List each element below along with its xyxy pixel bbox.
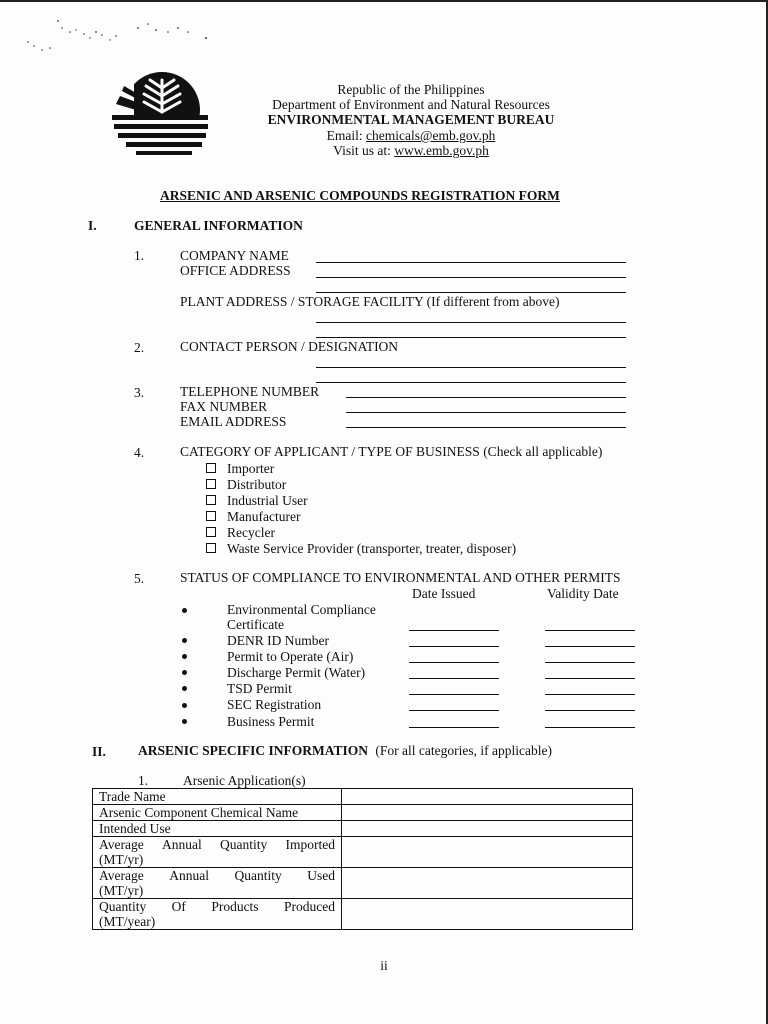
checkbox-icon[interactable] <box>206 479 216 489</box>
bullet-icon <box>182 670 187 675</box>
category-option-industrial-user[interactable] <box>206 493 308 509</box>
category-option-label: Manufacturer <box>227 509 301 524</box>
quantity-used-label: Average Annual Quantity Used (MT/yr) <box>93 868 342 899</box>
permit-business-label: Business Permit <box>227 714 315 729</box>
table-row <box>93 837 633 868</box>
header-email-line <box>206 128 616 144</box>
header-bureau: ENVIRONMENTAL MANAGEMENT BUREAU <box>267 112 555 127</box>
page-number: ii <box>380 958 388 973</box>
water-date-issued-field[interactable] <box>409 678 499 679</box>
header-email-label: Email: <box>326 128 367 143</box>
office-address-field-2[interactable] <box>316 292 626 293</box>
intended-use-label: Intended Use <box>93 821 342 837</box>
permit-denr-label: DENR ID Number <box>227 633 329 648</box>
trade-name-label: Trade Name <box>93 789 342 805</box>
category-option-manufacturer[interactable] <box>206 509 300 525</box>
telephone-field[interactable] <box>346 397 626 398</box>
table-row <box>93 821 633 837</box>
quantity-imported-cell[interactable] <box>342 837 633 868</box>
arsenic-application-table <box>92 788 633 930</box>
category-option-label: Waste Service Provider (transporter, treater, disposer) <box>227 541 517 556</box>
category-option-waste-service[interactable] <box>206 541 516 557</box>
trade-name-cell[interactable] <box>342 789 633 805</box>
bullet-icon <box>182 686 187 691</box>
contact-person-field[interactable] <box>316 367 626 368</box>
plant-address-field-2[interactable] <box>316 337 626 338</box>
business-validity-field[interactable] <box>545 727 635 728</box>
permit-ecc-label: Environmental Compliance <box>227 602 376 617</box>
category-label: CATEGORY OF APPLICANT / TYPE OF BUSINESS (Check all applicable) <box>180 444 603 459</box>
office-address-label: OFFICE ADDRESS <box>180 263 291 278</box>
email-label: EMAIL ADDRESS <box>180 414 287 429</box>
section2-heading <box>138 743 552 759</box>
air-date-issued-field[interactable] <box>409 662 499 663</box>
air-validity-field[interactable] <box>545 662 635 663</box>
permit-tsd-label: TSD Permit <box>227 681 292 696</box>
header-department: Department of Environment and Natural Resources <box>272 97 550 112</box>
email-field[interactable] <box>346 427 626 428</box>
section1-number: I. <box>88 218 97 233</box>
checkbox-icon[interactable] <box>206 543 216 553</box>
plant-address-label: PLANT ADDRESS / STORAGE FACILITY (If different from above) <box>180 294 560 309</box>
emb-logo <box>110 72 210 162</box>
contact-person-field-2[interactable] <box>316 382 626 383</box>
quantity-produced-cell[interactable] <box>342 899 633 930</box>
item5-number: 5. <box>134 571 145 586</box>
checkbox-icon[interactable] <box>206 495 216 505</box>
category-option-distributor[interactable] <box>206 477 286 493</box>
section2-title: ARSENIC SPECIFIC INFORMATION <box>138 743 369 758</box>
section1-title: GENERAL INFORMATION <box>134 218 303 233</box>
quantity-used-cell[interactable] <box>342 868 633 899</box>
arsenic-application-number: 1. <box>138 773 149 788</box>
header-website-line <box>206 143 616 159</box>
sec-date-issued-field[interactable] <box>409 710 499 711</box>
header-republic: Republic of the Philippines <box>337 82 485 97</box>
fax-field[interactable] <box>346 412 626 413</box>
form-title: ARSENIC AND ARSENIC COMPOUNDS REGISTRATION FORM <box>160 188 560 203</box>
table-row <box>93 899 633 930</box>
bullet-icon <box>182 608 187 613</box>
validity-date-header: Validity Date <box>547 586 619 601</box>
category-option-label: Importer <box>227 461 275 476</box>
table-row <box>93 868 633 899</box>
header-website-link[interactable]: www.emb.gov.ph <box>394 143 489 158</box>
permit-water-label: Discharge Permit (Water) <box>227 665 366 680</box>
plant-address-field[interactable] <box>316 322 626 323</box>
section2-number: II. <box>92 744 106 759</box>
bullet-icon <box>182 719 187 724</box>
category-option-label: Industrial User <box>227 493 308 508</box>
bullet-icon <box>182 703 187 708</box>
bullet-icon <box>182 654 187 659</box>
table-row <box>93 805 633 821</box>
ecc-date-issued-field[interactable] <box>409 630 499 631</box>
header-website-label: Visit us at: <box>333 143 395 158</box>
category-option-importer[interactable] <box>206 461 274 477</box>
denr-date-issued-field[interactable] <box>409 646 499 647</box>
permit-sec-label: SEC Registration <box>227 697 322 712</box>
sec-validity-field[interactable] <box>545 710 635 711</box>
office-address-field[interactable] <box>316 277 626 278</box>
checkbox-icon[interactable] <box>206 511 216 521</box>
scan-specks <box>18 18 218 62</box>
scan-top-edge <box>0 0 768 2</box>
permit-ecc-label-cont: Certificate <box>227 617 284 632</box>
tsd-validity-field[interactable] <box>545 694 635 695</box>
checkbox-icon[interactable] <box>206 463 216 473</box>
date-issued-header: Date Issued <box>412 586 476 601</box>
company-name-field[interactable] <box>316 262 626 263</box>
intended-use-cell[interactable] <box>342 821 633 837</box>
section2-note: (For all categories, if applicable) <box>375 743 552 758</box>
category-option-recycler[interactable] <box>206 525 275 541</box>
water-validity-field[interactable] <box>545 678 635 679</box>
bullet-icon <box>182 638 187 643</box>
item3-number: 3. <box>134 385 145 400</box>
item2-number: 2. <box>134 340 145 355</box>
tsd-date-issued-field[interactable] <box>409 694 499 695</box>
quantity-produced-label: Quantity Of Products Produced (MT/year) <box>93 899 342 930</box>
company-name-label: COMPANY NAME <box>180 248 289 263</box>
ecc-validity-field[interactable] <box>545 630 635 631</box>
contact-person-label: CONTACT PERSON / DESIGNATION <box>180 339 399 354</box>
category-option-label: Recycler <box>227 525 275 540</box>
permit-air-label: Permit to Operate (Air) <box>227 649 354 664</box>
telephone-label: TELEPHONE NUMBER <box>180 384 320 399</box>
checkbox-icon[interactable] <box>206 527 216 537</box>
table-row <box>93 789 633 805</box>
compliance-label: STATUS OF COMPLIANCE TO ENVIRONMENTAL AND OTHER PERMITS <box>180 570 621 585</box>
category-option-label: Distributor <box>227 477 287 492</box>
quantity-imported-label: Average Annual Quantity Imported (MT/yr) <box>93 837 342 868</box>
business-date-issued-field[interactable] <box>409 727 499 728</box>
fax-label: FAX NUMBER <box>180 399 268 414</box>
item1-number: 1. <box>134 248 145 263</box>
item4-number: 4. <box>134 445 145 460</box>
component-cell[interactable] <box>342 805 633 821</box>
header-email-link[interactable]: chemicals@emb.gov.ph <box>366 128 496 143</box>
arsenic-application-label: Arsenic Application(s) <box>183 773 306 788</box>
denr-validity-field[interactable] <box>545 646 635 647</box>
component-label: Arsenic Component Chemical Name <box>93 805 342 821</box>
